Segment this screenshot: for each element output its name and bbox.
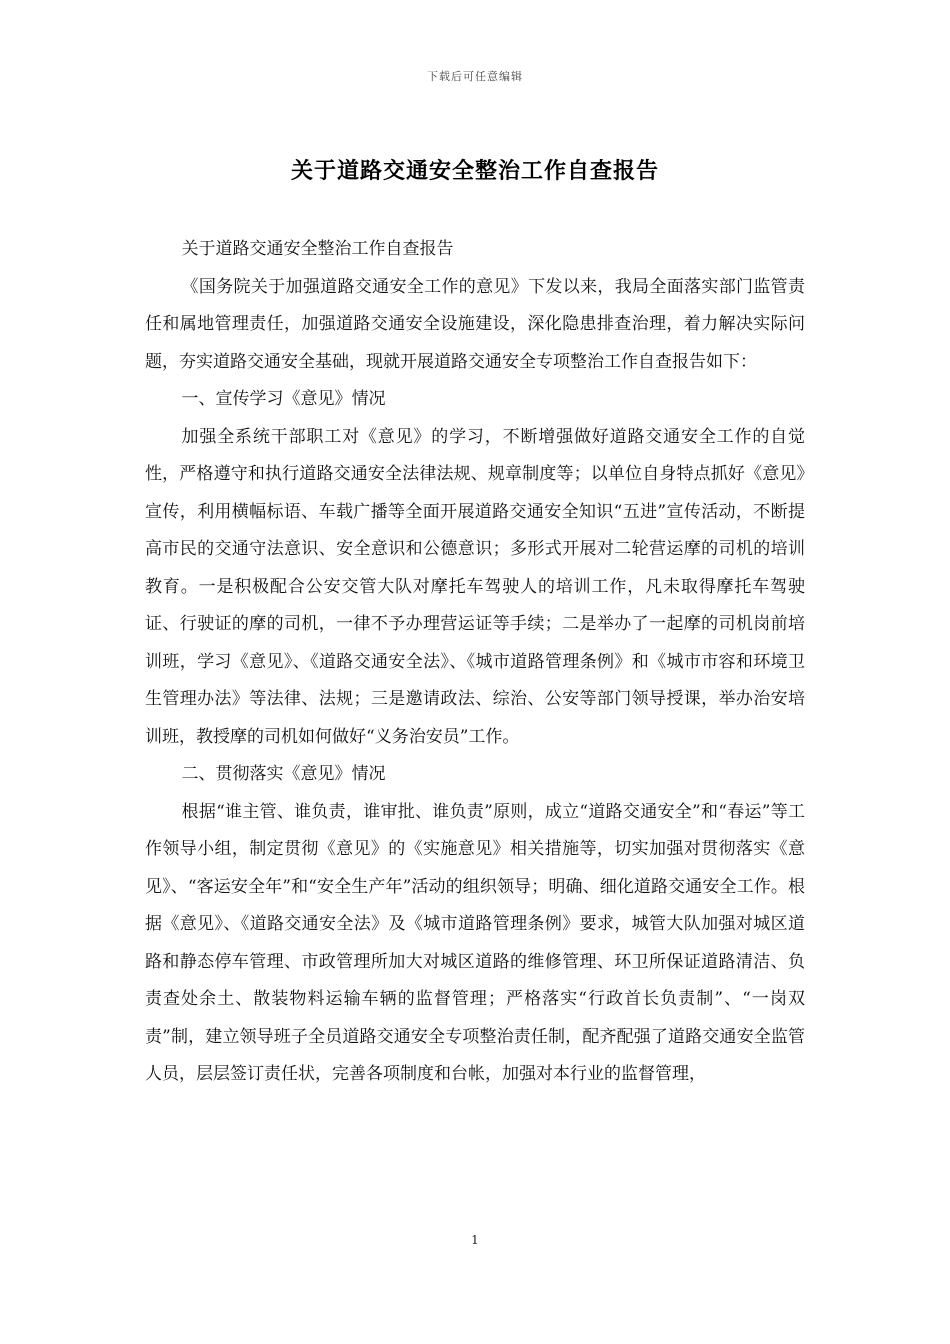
body-paragraph-intro: 《国务院关于加强道路交通安全工作的意见》下发以来，我局全面落实部门监管责任和属地管理责任，加强道路交通安全设施建设，深化隐患排查治理，着力解决实际问题，夯实道路交通安全基础，现就开展道路交通安全专项整治工作自查报告如下： — [145, 276, 805, 372]
body-paragraph-section-1: 加强全系统干部职工对《意见》的学习，不断增强做好道路交通安全工作的自觉性，严格遵守和执行道路交通安全法律法规、规章制度等；以单位自身特点抓好《意见》宣传，利用横幅标语、车载广播等全面开展道路交通安全知识“五进”宣传活动，不断提高市民的交通守法意识、安全意识和公德意识；多形式开展对二轮营运摩的司机的培训教育。一是积极配合公安交管大队对摩托车驾驶人的培训工作，凡未取得摩托车驾驶证、行驶证的摩的司机，一律不予办理营运证等手续；二是举办了一起摩的司机岗前培训班，学习《意见》、《道路交通安全法》、《城市道路管理条例》和《城市市容和环境卫生管理办法》等法律、法规；三是邀请政法、综治、公安等部门领导授课，举办治安培训班，教授摩的司机如何做好“义务治安员”工作。 — [145, 426, 805, 747]
section-heading-1: 一、宣传学习《意见》情况 — [181, 389, 386, 409]
page-number: 1 — [471, 1233, 479, 1247]
section-heading-2: 二、贯彻落实《意见》情况 — [181, 764, 386, 784]
page-header-note: 下载后可任意编辑 — [427, 70, 523, 83]
body-paragraph-subtitle: 关于道路交通安全整治工作自查报告 — [181, 239, 454, 259]
document-body — [145, 231, 805, 1094]
document-title: 关于道路交通安全整治工作自查报告 — [290, 158, 659, 184]
body-paragraph-section-2: 根据“谁主管、谁负责，谁审批、谁负责”原则，成立“道路交通安全”和“春运”等工作领导小组，制定贯彻《意见》的《实施意见》相关措施等，切实加强对贯彻落实《意见》、“客运安全年”和“安全生产年”活动的组织领导；明确、细化道路交通安全工作。根据《意见》、《道路交通安全法》及《城市道路管理条例》要求，城管大队加强对城区道路和静态停车管理、市政管理所加大对城区道路的维修管理、环卫所保证道路清洁、负责查处余土、散装物料运输车辆的监督管理；严格落实“行政首长负责制”、“一岗双责”制，建立领导班子全员道路交通安全专项整治责任制，配齐配强了道路交通安全监管人员，层层签订责任状，完善各项制度和台帐，加强对本行业的监督管理， — [145, 801, 805, 1084]
